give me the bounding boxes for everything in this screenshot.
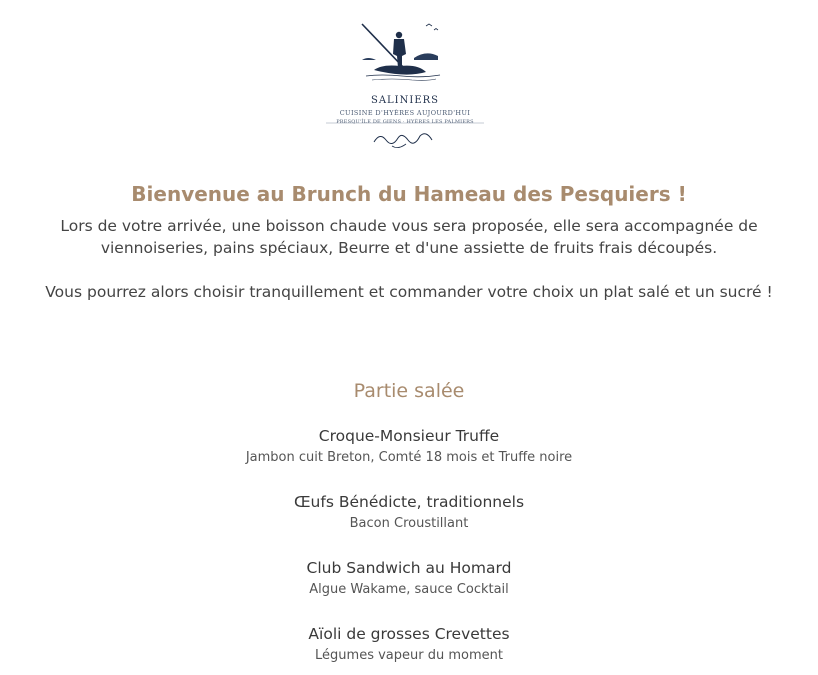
page-title: Bienvenue au Brunch du Hameau des Pesquiers !	[131, 182, 687, 206]
dish-name: Œufs Bénédicte, traditionnels	[293, 493, 525, 511]
dish-description: Jambon cuit Breton, Comté 18 mois et Truffe noire	[245, 450, 573, 465]
dish-name: Croque-Monsieur Truffe	[318, 427, 500, 445]
dish-description: Légumes vapeur du moment	[315, 648, 503, 663]
logo-tagline: CUISINE D'HYÈRES AUJOURD'HUI	[339, 109, 471, 117]
fisherman-boat-icon	[322, 20, 488, 162]
intro-paragraph-choice: Vous pourrez alors choisir tranquillement et commander votre choix un plat salé et un sucré !	[45, 283, 773, 301]
dish-name: Club Sandwich au Homard	[306, 559, 512, 577]
intro-text	[20, 215, 798, 303]
restaurant-logo	[322, 20, 488, 162]
dish-name: Aïoli de grosses Crevettes	[308, 625, 510, 643]
menu-item	[0, 558, 818, 600]
section-title: Partie salée	[353, 380, 465, 402]
menu-item	[0, 426, 818, 468]
logo-brand-text: SALINIERS	[370, 95, 440, 106]
menu-item	[0, 624, 818, 666]
dish-description: Bacon Croustillant	[349, 516, 469, 531]
dish-description: Algue Wakame, sauce Cocktail	[309, 582, 509, 597]
logo-address: PRESQU'ÎLE DE GIENS · HYÈRES LES PALMIERS	[336, 119, 474, 125]
menu-item	[0, 492, 818, 534]
intro-paragraph-arrival: Lors de votre arrivée, une boisson chaude vous sera proposée, elle sera accompagnée de viennoiseries, pains spéciaux, Beurre et d'une assiette de fruits frais découpés.	[60, 217, 758, 257]
signature-icon	[374, 134, 432, 144]
